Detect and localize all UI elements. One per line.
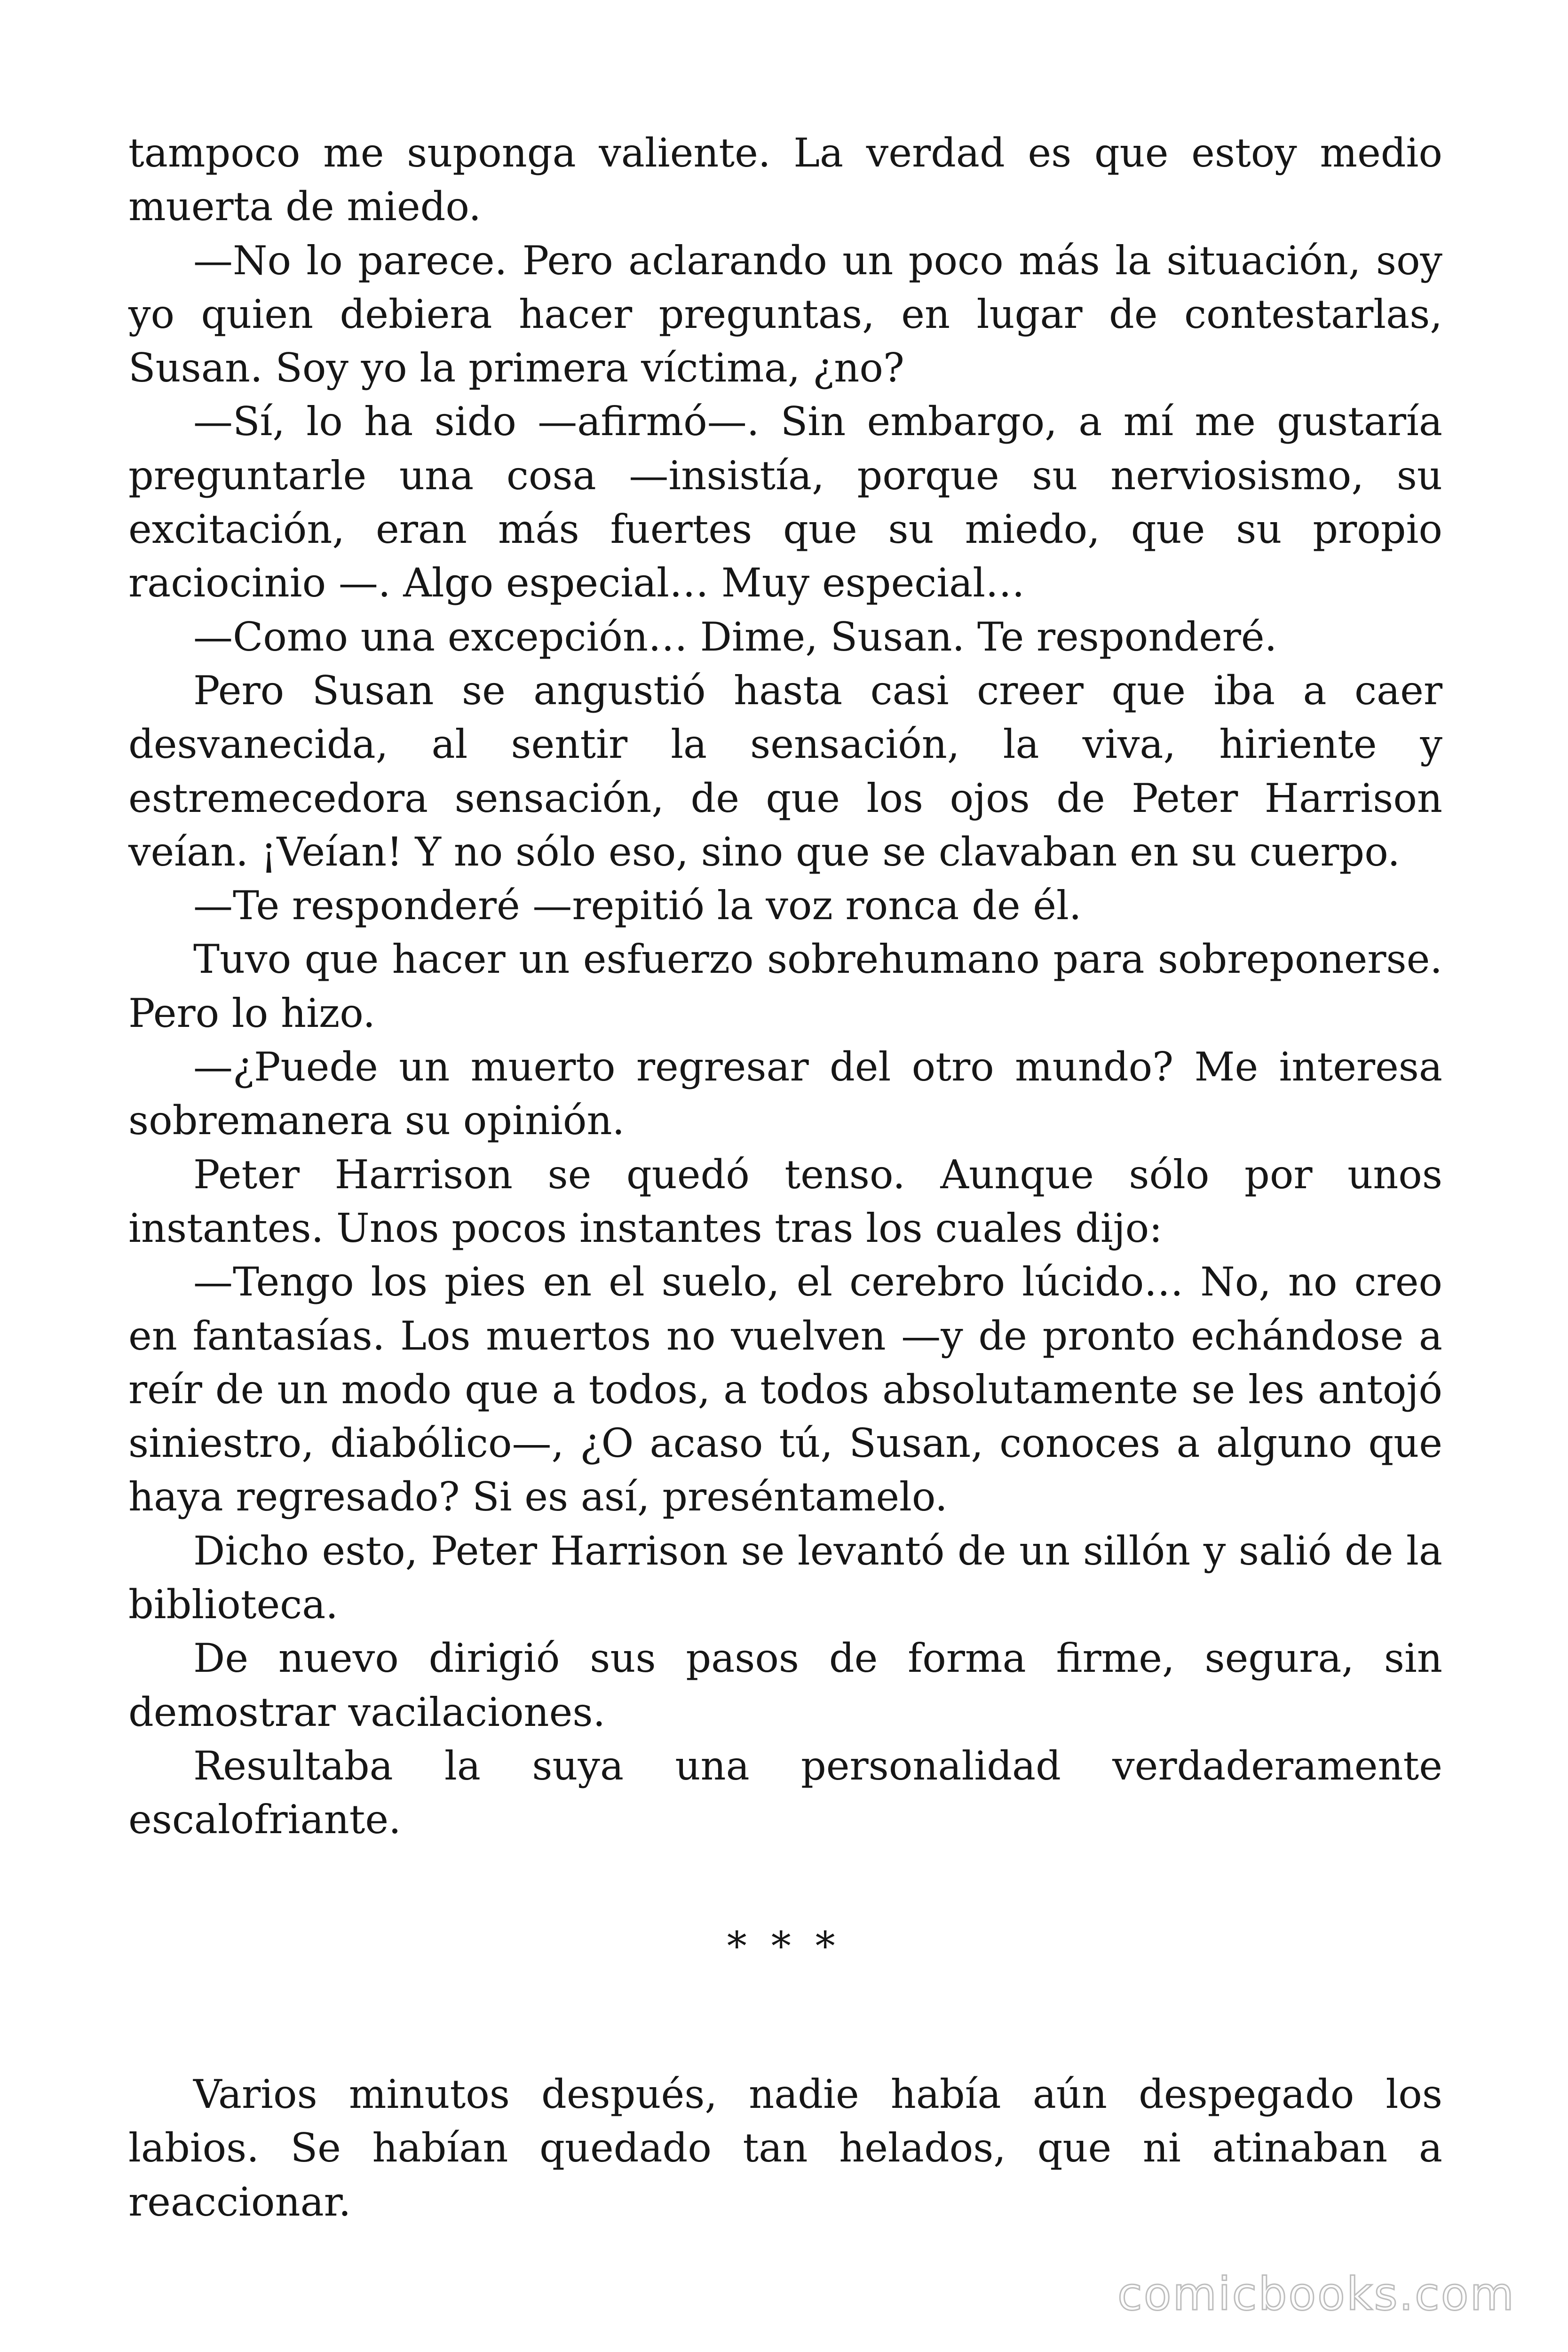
- paragraph: —Te responderé —repitió la voz ronca de él.: [193, 882, 1082, 929]
- paragraph-continuation: escalofriante.: [128, 1796, 401, 1843]
- paragraph: Peter Harrison se quedó tenso. Aunque sólo por unos instantes. Unos pocos instantes tras los cuales dijo:: [128, 1151, 1442, 1251]
- paragraph: —Tengo los pies en el suelo, el cerebro lúcido… No, no creo en fantasías. Los muertos no vuelven —y de pronto echándose a reír de un modo que a todos, a todos absolutamente se les antojó siniestro, diabólico—, ¿O acaso tú, Susan, conoces a alguno que haya regresado? Si es así, preséntamelo.: [128, 1259, 1442, 1520]
- paragraph: —Como una excepción… Dime, Susan. Te responderé.: [193, 613, 1277, 660]
- after-separator-text: [128, 2067, 1442, 2229]
- paragraph-continuation: tampoco me suponga valiente. La verdad es que estoy medio muerta de miedo.: [128, 130, 1442, 230]
- paragraph: —¿Puede un muerto regresar del otro mundo? Me interesa sobremanera su opinión.: [128, 1044, 1442, 1144]
- paragraph: Dicho esto, Peter Harrison se levantó de un sillón y salió de la biblioteca.: [128, 1527, 1442, 1628]
- paragraph: De nuevo dirigió sus pasos de forma firme, segura, sin demostrar vacilaciones.: [128, 1635, 1442, 1735]
- paragraph: Resultaba la suya una personalidad verdaderamente: [193, 1742, 1442, 1789]
- section-separator: * * *: [727, 1923, 841, 1969]
- paragraph: Pero Susan se angustió hasta casi creer que iba a caer desvanecida, al sentir la sensación, la viva, hiriente y estremecedora sensación, de que los ojos de Peter Harrison veían. ¡Veían! Y no sólo eso, sino que se clavaban en su cuerpo.: [128, 667, 1442, 875]
- paragraph: —Sí, lo ha sido —afirmó—. Sin embargo, a mí me gustaría preguntarle una cosa —insistía, porque su nerviosismo, su excitación, eran más fuertes que su miedo, que su propio raciocinio —. Algo especial… Muy especial…: [128, 398, 1442, 606]
- paragraph: Tuvo que hacer un esfuerzo sobrehumano para sobreponerse. Pero lo hizo.: [128, 936, 1442, 1036]
- main-text-body: [128, 126, 1442, 1847]
- watermark: comicbooks.com: [1117, 2268, 1515, 2320]
- paragraph: Varios minutos después, nadie había aún despegado los labios. Se habían quedado tan helados, que ni atinaban a reaccionar.: [128, 2071, 1442, 2225]
- paragraph: —No lo parece. Pero aclarando un poco más la situación, soy yo quien debiera hacer preguntas, en lugar de contestarlas, Susan. Soy yo la primera víctima, ¿no?: [128, 237, 1442, 391]
